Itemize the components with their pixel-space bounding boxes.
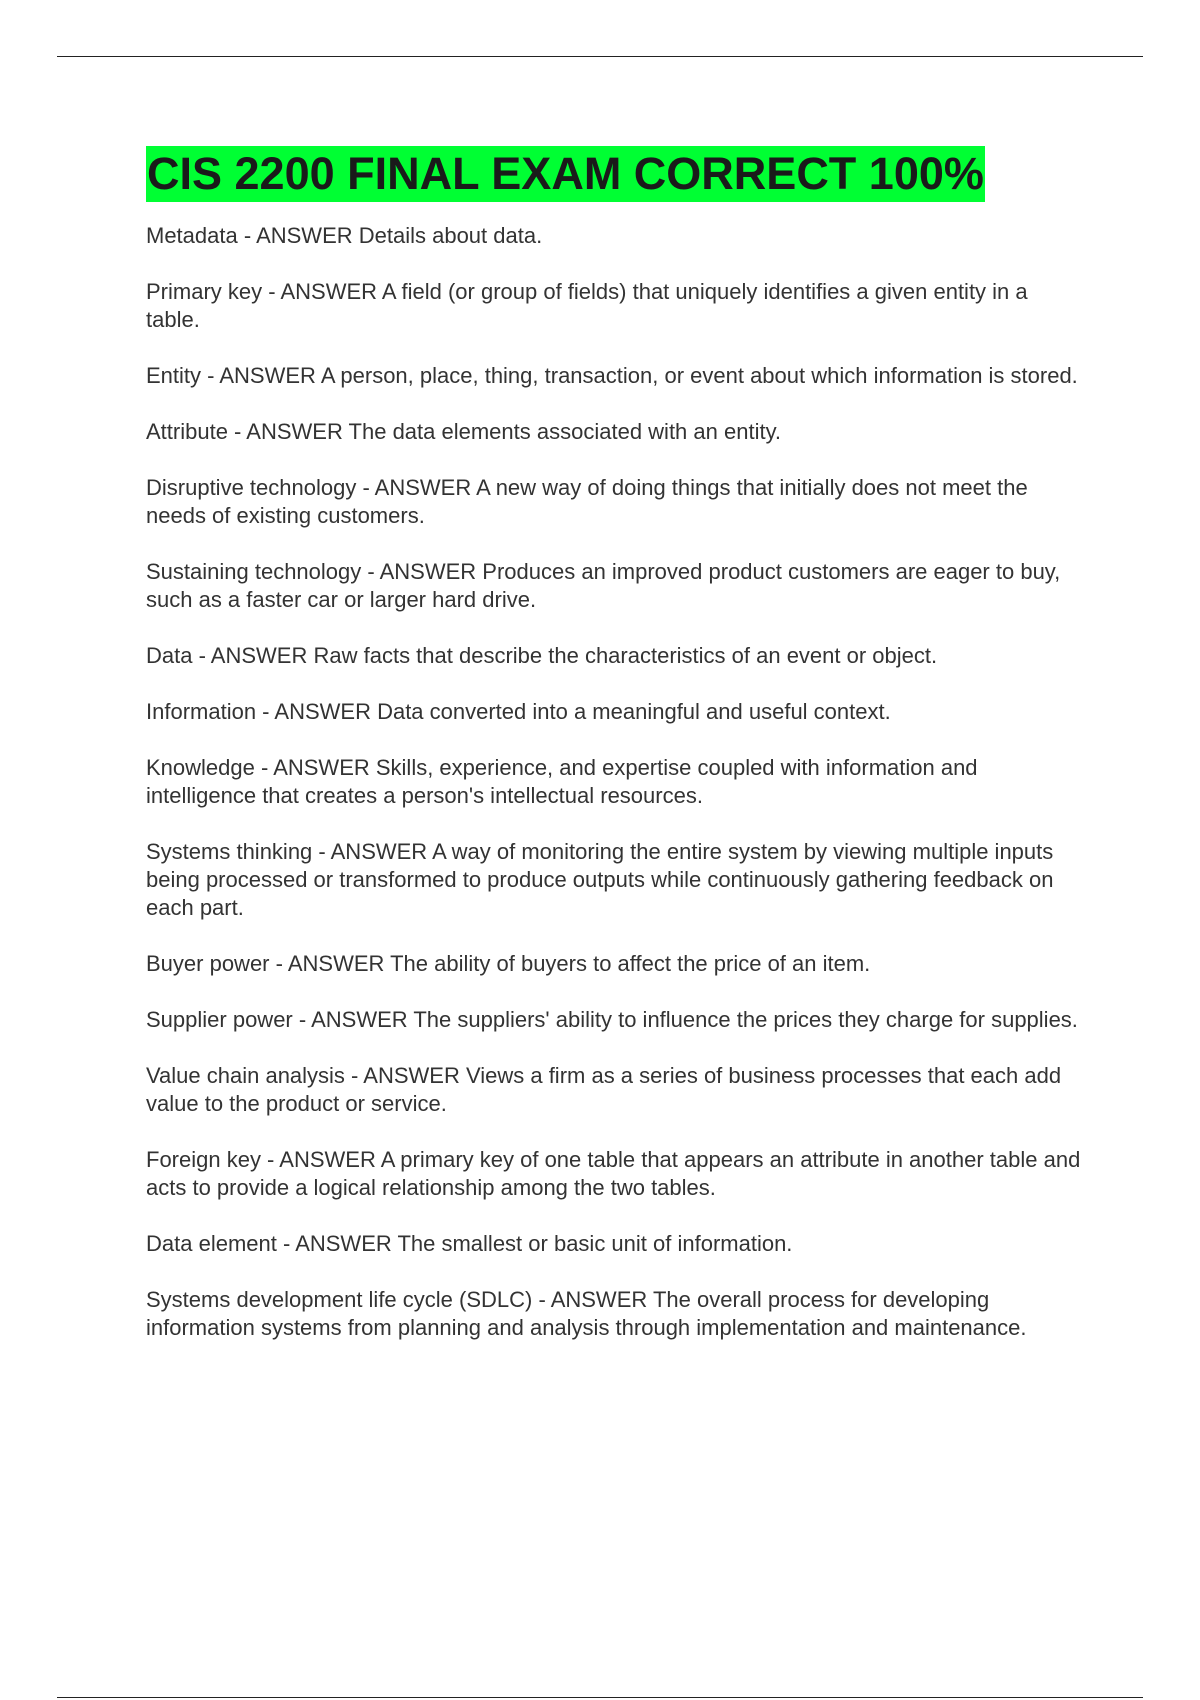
entry: Knowledge - ANSWER Skills, experience, and expertise coupled with information and intelligence that creates a person's intellectual resources. <box>146 755 978 808</box>
document-title: CIS 2200 FINAL EXAM CORRECT 100% <box>146 146 985 202</box>
entry-list <box>146 222 1086 1342</box>
entry: Entity - ANSWER A person, place, thing, transaction, or event about which information is stored. <box>146 363 1078 388</box>
entry: Systems thinking - ANSWER A way of monitoring the entire system by viewing multiple inputs being processed or transformed to produce outputs while continuously gathering feedback on each part. <box>146 839 1054 920</box>
entry: Buyer power - ANSWER The ability of buyers to affect the price of an item. <box>146 951 871 976</box>
entry: Data - ANSWER Raw facts that describe the characteristics of an event or object. <box>146 643 938 668</box>
entry: Value chain analysis - ANSWER Views a firm as a series of business processes that each add value to the product or service. <box>146 1063 1062 1116</box>
entry: Information - ANSWER Data converted into a meaningful and useful context. <box>146 699 891 724</box>
top-rule <box>57 56 1143 57</box>
entry: Systems development life cycle (SDLC) - ANSWER The overall process for developing information systems from planning and analysis through implementation and maintenance. <box>146 1287 1027 1340</box>
entry: Attribute - ANSWER The data elements associated with an entity. <box>146 419 782 444</box>
entry: Supplier power - ANSWER The suppliers' ability to influence the prices they charge for supplies. <box>146 1007 1078 1032</box>
bottom-rule <box>57 1697 1143 1698</box>
entry: Primary key - ANSWER A field (or group of fields) that uniquely identifies a given entity in a table. <box>146 279 1028 332</box>
entry: Disruptive technology - ANSWER A new way of doing things that initially does not meet the needs of existing customers. <box>146 475 1028 528</box>
entry: Metadata - ANSWER Details about data. <box>146 223 543 248</box>
entry: Sustaining technology - ANSWER Produces an improved product customers are eager to buy, such as a faster car or larger hard drive. <box>146 559 1061 612</box>
entry: Foreign key - ANSWER A primary key of one table that appears an attribute in another table and acts to provide a logical relationship among the two tables. <box>146 1147 1081 1200</box>
entry: Data element - ANSWER The smallest or basic unit of information. <box>146 1231 793 1256</box>
document-body <box>146 146 1086 1370</box>
